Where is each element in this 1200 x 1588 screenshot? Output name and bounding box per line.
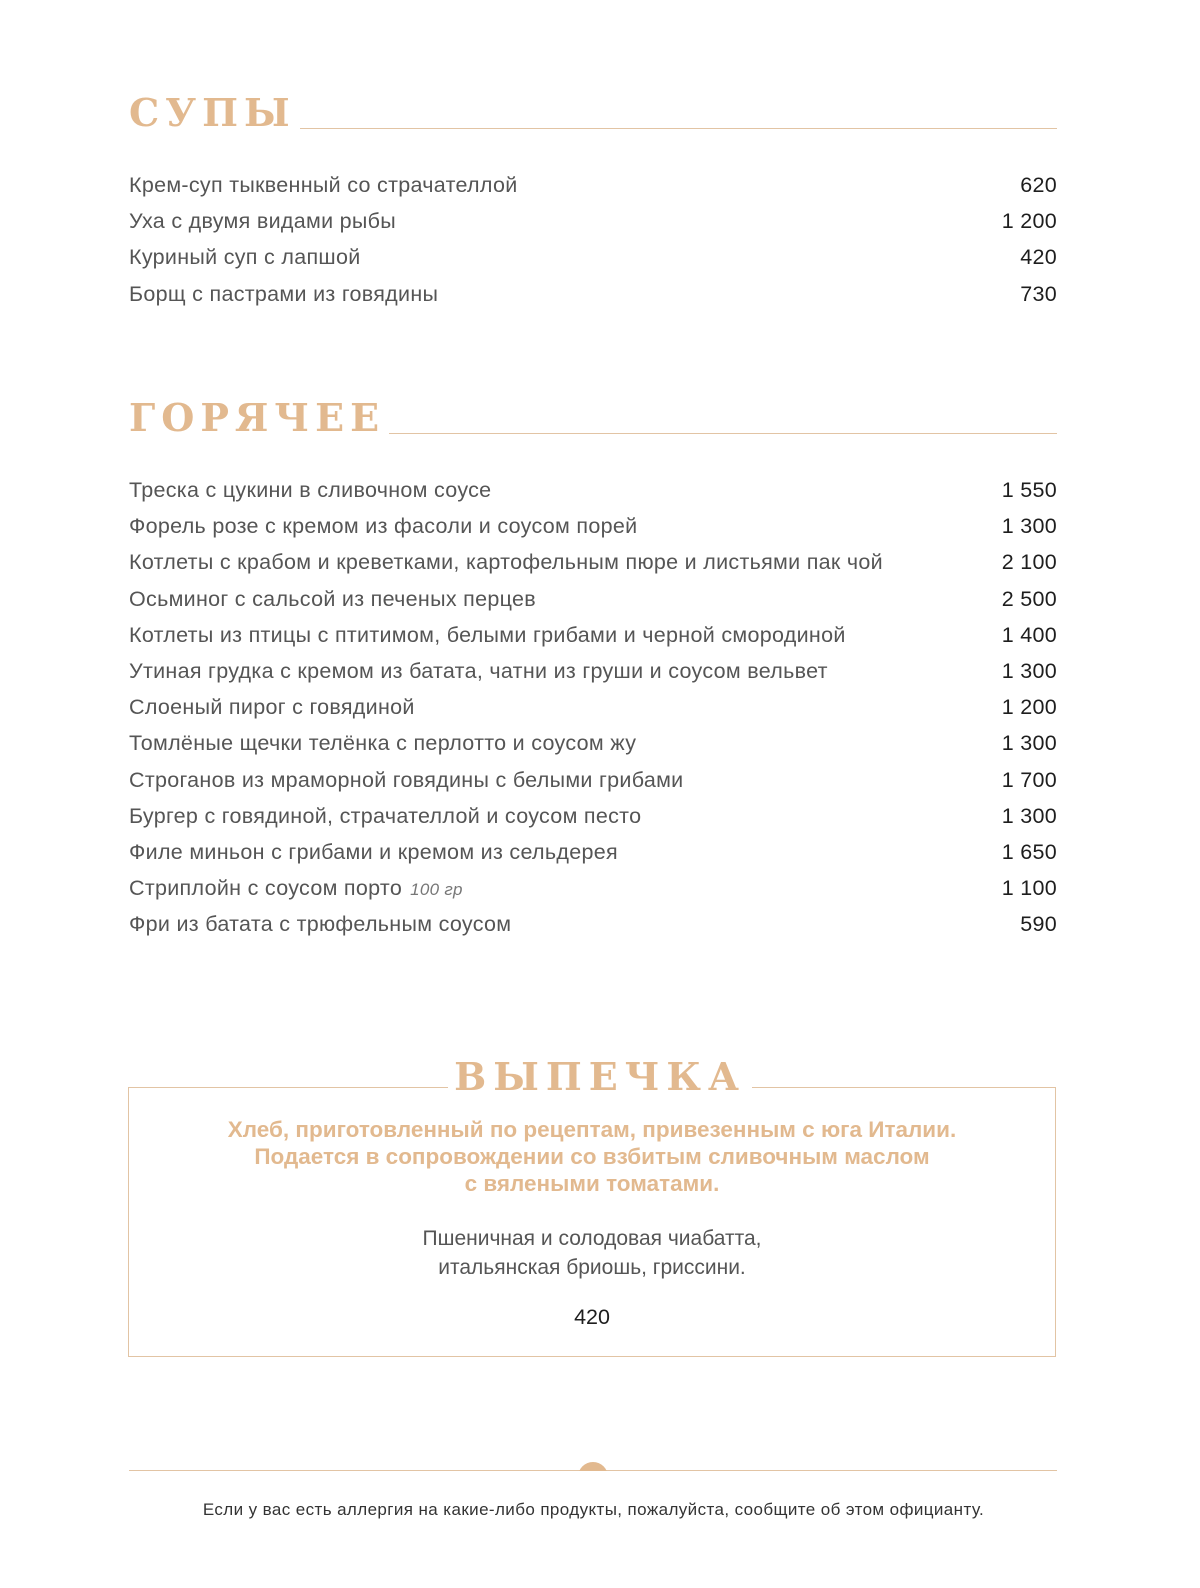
soups-title: СУПЫ (129, 90, 296, 135)
item-price: 620 (1020, 173, 1057, 197)
menu-item (129, 804, 1057, 840)
item-name: Филе миньон с грибами и кремом из сельдерея (129, 839, 618, 864)
bakery-desc-line: Подается в сопровождении со взбитым сливочным маслом (254, 1144, 930, 1169)
item-price: 1 300 (1001, 514, 1057, 539)
hot-title: ГОРЯЧЕЕ (129, 395, 386, 440)
item-name: Фри из батата с трюфельным соусом (129, 912, 512, 937)
item-name: Котлеты из птицы с птитимом, белыми грибами и черной смородиной (129, 622, 846, 647)
menu-item (129, 245, 1057, 281)
item-price: 1 650 (1001, 839, 1057, 864)
menu-item (129, 768, 1057, 804)
bakery-items-line: итальянская бриошь, гриссини. (438, 1256, 746, 1279)
menu-item (129, 514, 1057, 550)
item-name: Строганов из мраморной говядины с белыми грибами (129, 767, 684, 792)
menu-item (129, 173, 1057, 209)
soups-header (129, 90, 1057, 135)
item-name: Осьминог с сальсой из печеных перцев (129, 586, 536, 611)
item-price: 730 (1020, 281, 1057, 306)
bakery-items-line: Пшеничная и солодовая чиабатта, (422, 1227, 762, 1250)
item-price: 1 700 (1001, 767, 1057, 792)
hot-list (129, 478, 1057, 948)
menu-item (129, 840, 1057, 876)
allergy-note: Если у вас есть аллергия на какие-либо продукты, пожалуйста, сообщите об этом официанту. (202, 1500, 985, 1519)
item-price: 1 200 (1001, 695, 1057, 720)
menu-item (129, 478, 1057, 514)
item-name: Борщ с пастрами из говядины (129, 281, 439, 306)
item-price: 1 300 (1001, 658, 1057, 683)
item-weight-note: 100 гр (410, 880, 463, 900)
soups-rule (300, 128, 1057, 129)
menu-item (129, 550, 1057, 586)
item-price: 1 100 (1001, 876, 1057, 901)
item-name-text: Стриплойн с соусом порто (129, 876, 403, 901)
item-price: 1 550 (1001, 478, 1057, 502)
menu-item (129, 209, 1057, 245)
menu-item (129, 623, 1057, 659)
item-name: Форель розе с кремом из фасоли и соусом порей (129, 514, 638, 539)
item-name: Треска с цукини в сливочном соусе (129, 478, 492, 502)
item-price: 420 (1020, 245, 1057, 270)
menu-item (129, 282, 1057, 318)
bakery-desc-line: с вялеными томатами. (464, 1171, 720, 1196)
menu-item (129, 587, 1057, 623)
bakery-items (128, 1224, 1056, 1282)
bakery-description (128, 1116, 1056, 1197)
menu-item (129, 876, 1057, 912)
menu-item (129, 695, 1057, 731)
item-name: Уха с двумя видами рыбы (129, 209, 397, 234)
hot-rule (389, 433, 1057, 434)
item-price: 1 200 (1001, 209, 1057, 234)
item-price: 590 (1020, 912, 1057, 937)
item-name: Куриный суп с лапшой (129, 245, 361, 270)
soups-list (129, 173, 1057, 318)
item-name (129, 876, 463, 901)
menu-item (129, 912, 1057, 948)
hot-header (129, 395, 1057, 440)
item-price: 1 300 (1001, 803, 1057, 828)
menu-item (129, 731, 1057, 767)
bakery-desc-line: Хлеб, приготовленный по рецептам, привезенным с юга Италии. (227, 1117, 957, 1142)
item-price: 2 100 (1001, 550, 1057, 575)
item-price: 1 400 (1001, 622, 1057, 647)
bakery-title: ВЫПЕЧКА (448, 1058, 752, 1096)
footer-ornament (578, 1462, 608, 1471)
item-name: Слоеный пирог с говядиной (129, 695, 415, 720)
bakery-header (0, 1054, 1200, 1099)
item-name: Томлёные щечки телёнка с перлотто и соусом жу (129, 731, 637, 756)
item-name: Крем-суп тыквенный со страчателлой (129, 173, 518, 197)
menu-item (129, 659, 1057, 695)
item-name: Котлеты с крабом и креветками, картофельным пюре и листьями пак чой (129, 550, 883, 575)
item-price: 2 500 (1001, 586, 1057, 611)
item-name: Бургер с говядиной, страчателлой и соусом песто (129, 803, 642, 828)
item-price: 1 300 (1001, 731, 1057, 756)
bakery-price: 420 (574, 1305, 610, 1329)
item-name: Утиная грудка с кремом из батата, чатни из груши и соусом вельвет (129, 658, 828, 683)
